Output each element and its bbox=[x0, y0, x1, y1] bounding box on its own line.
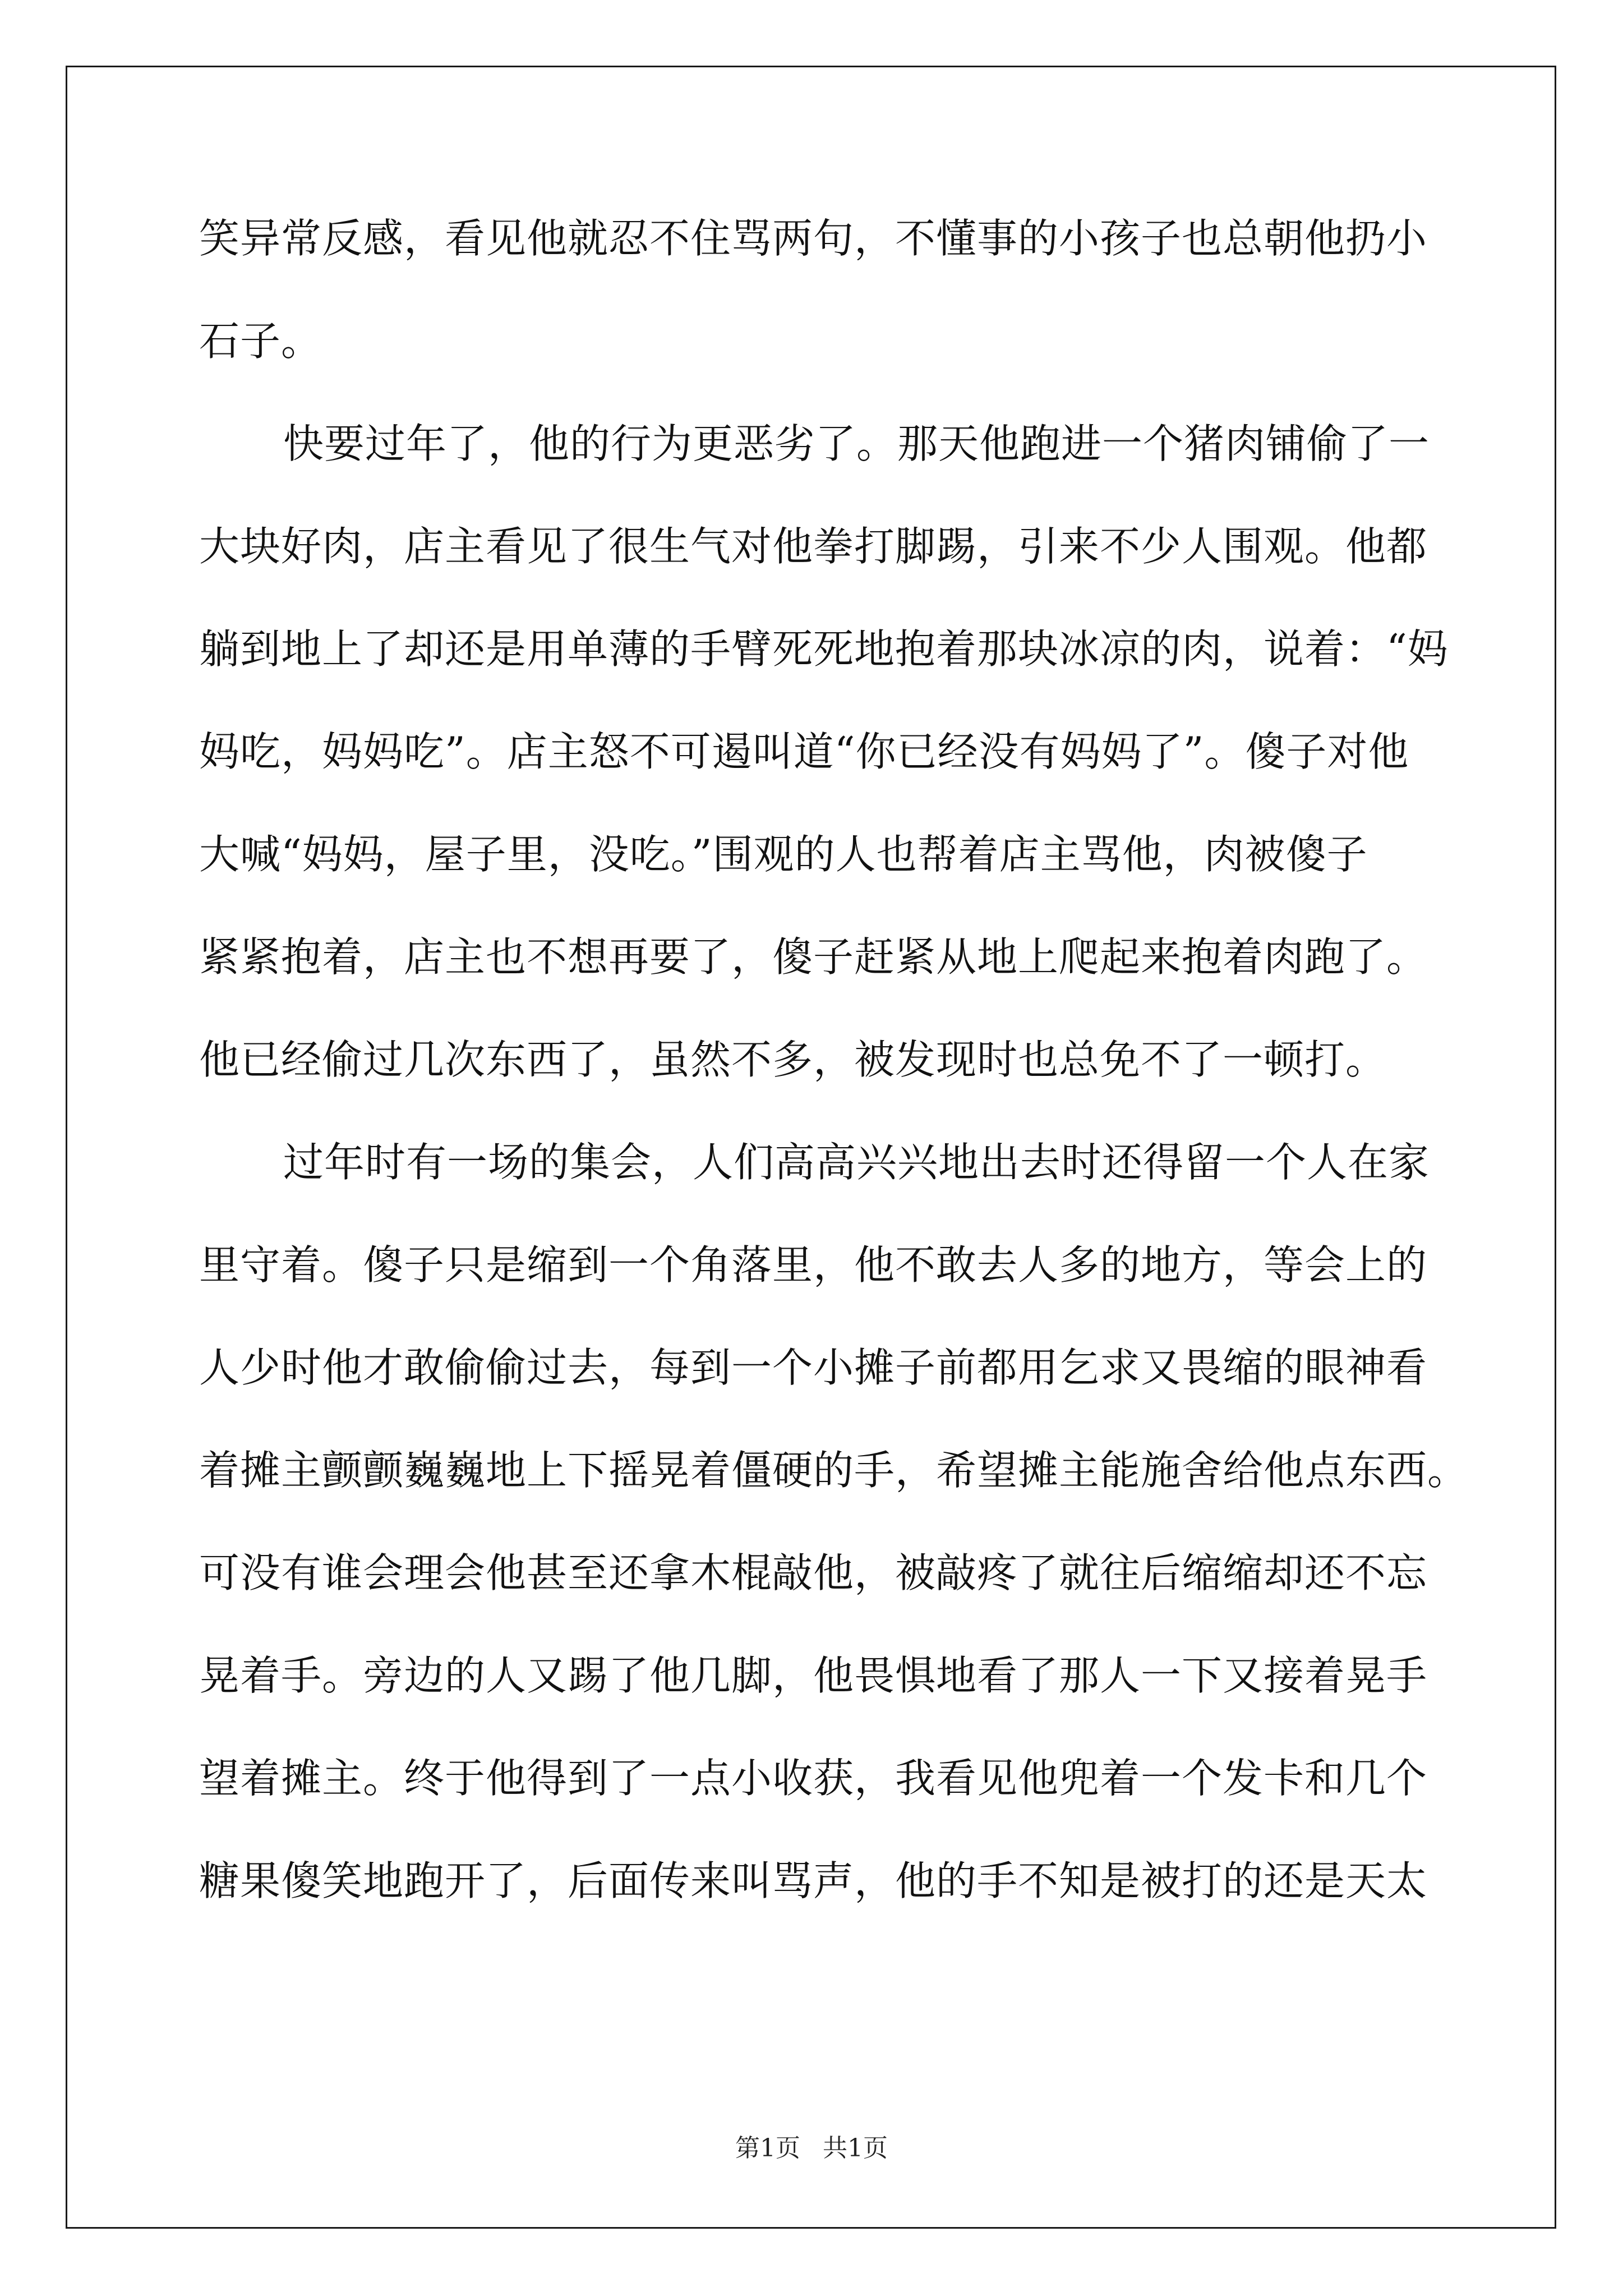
text-line: 大块好肉，店主看见了很生气对他拳打脚踢，引来不少人围观。他都 bbox=[199, 523, 1428, 570]
text-line: 笑异常反感，看见他就忍不住骂两句，不懂事的小孩子也总朝他扔小 bbox=[199, 215, 1428, 262]
text-line: 人少时他才敢偷偷过去，每到一个小摊子前都用乞求又畏缩的眼神看 bbox=[199, 1344, 1428, 1391]
page-number: 第1页 bbox=[735, 2134, 800, 2162]
text-line: 他已经偷过几次东西了，虽然不多，被发现时也总免不了一顿打。 bbox=[199, 1036, 1387, 1083]
text-line: 可没有谁会理会他甚至还拿木棍敲他，被敲疼了就往后缩缩却还不忘 bbox=[199, 1549, 1428, 1596]
text-line: 石子。 bbox=[199, 318, 322, 365]
text-line: 着摊主颤颤巍巍地上下摇晃着僵硬的手，希望摊主能施舍给他点东西。 bbox=[199, 1447, 1469, 1494]
paragraph-first-line: 快要过年了，他的行为更恶劣了。那天他跑进一个猪肉铺偷了一 bbox=[283, 420, 1430, 467]
text-line: 里守着。傻子只是缩到一个角落里，他不敢去人多的地方，等会上的 bbox=[199, 1241, 1428, 1289]
text-line: 糖果傻笑地跑开了，后面传来叫骂声，他的手不知是被打的还是天太 bbox=[199, 1857, 1428, 1904]
text-line: 晃着手。旁边的人又踢了他几脚，他畏惧地看了那人一下又接着晃手 bbox=[199, 1652, 1428, 1699]
page-footer bbox=[0, 2132, 1623, 2165]
text-line: 紧紧抱着，店主也不想再要了，傻子赶紧从地上爬起来抱着肉跑了。 bbox=[199, 933, 1428, 981]
paragraph-first-line: 过年时有一场的集会，人们高高兴兴地出去时还得留一个人在家 bbox=[283, 1139, 1430, 1186]
page-total: 共1页 bbox=[823, 2134, 888, 2162]
text-line: 妈吃，妈妈吃”。店主怒不可遏叫道“你已经没有妈妈了”。傻子对他 bbox=[199, 728, 1409, 775]
text-line: 望着摊主。终于他得到了一点小收获，我看见他兜着一个发卡和几个 bbox=[199, 1755, 1428, 1802]
text-line: 大喊“妈妈，屋子里，没吃。”围观的人也帮着店主骂他，肉被傻子 bbox=[199, 831, 1368, 878]
text-line: 躺到地上了却还是用单薄的手臂死死地抱着那块冰凉的肉，说着：“妈 bbox=[199, 625, 1449, 673]
